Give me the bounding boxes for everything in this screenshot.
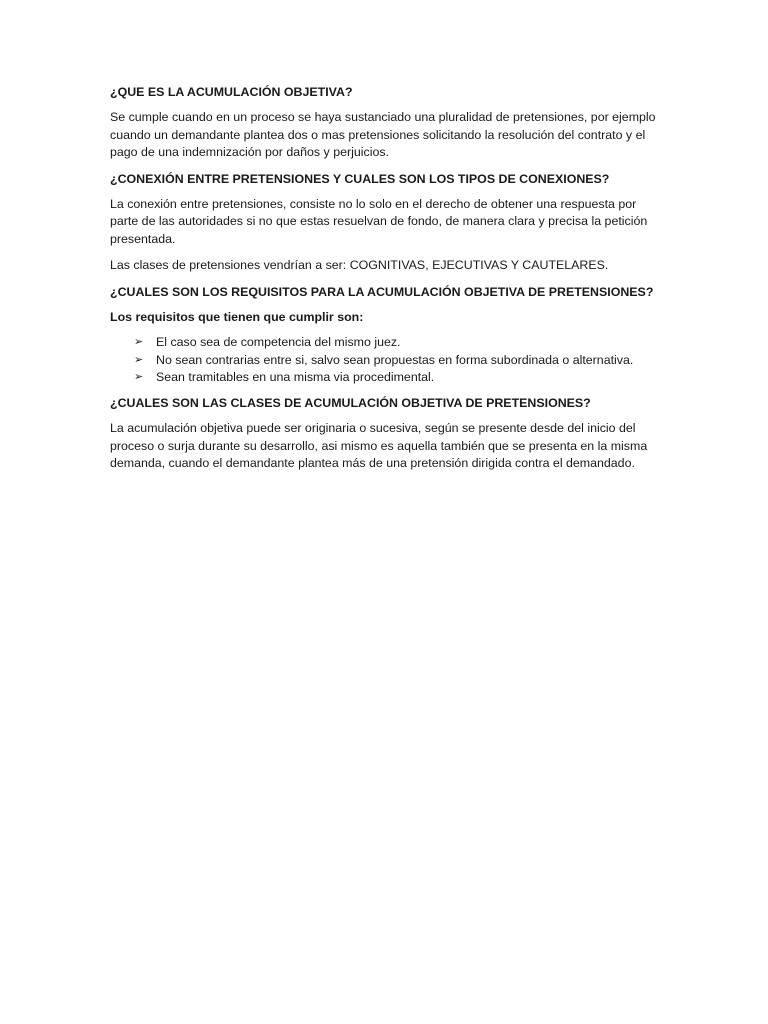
- list-item: [134, 352, 662, 369]
- section-paragraph: Las clases de pretensiones vendrían a ser: COGNITIVAS, EJECUTIVAS Y CAUTELARES.: [110, 258, 609, 273]
- list-item: [134, 334, 662, 351]
- section-heading: ¿CUALES SON LOS REQUISITOS PARA LA ACUMULACIÓN OBJETIVA DE PRETENSIONES?: [110, 284, 654, 299]
- arrowhead-bullet-icon: ➢: [134, 353, 144, 366]
- section-heading: ¿CUALES SON LAS CLASES DE ACUMULACIÓN OBJETIVA DE PRETENSIONES?: [110, 395, 591, 410]
- requirements-list: [110, 334, 662, 386]
- list-item: [134, 369, 662, 386]
- section-paragraph: La conexión entre pretensiones, consiste no lo solo en el derecho de obtener una respuesta por parte de las autoridades si no que estas resuelvan de fondo, de manera clara y precisa la petición presentada.: [110, 197, 648, 246]
- requirements-intro: Los requisitos que tienen que cumplir son:: [110, 310, 364, 325]
- arrowhead-bullet-icon: ➢: [134, 336, 144, 349]
- section-heading: ¿CONEXIÓN ENTRE PRETENSIONES Y CUALES SON LOS TIPOS DE CONEXIONES?: [110, 171, 610, 186]
- list-item-text: El caso sea de competencia del mismo juez.: [156, 335, 401, 350]
- section-heading: ¿QUE ES LA ACUMULACIÓN OBJETIVA?: [110, 85, 353, 99]
- arrowhead-bullet-icon: ➢: [134, 371, 144, 384]
- list-item-text: No sean contrarias entre si, salvo sean propuestas en forma subordinada o alternativa.: [156, 352, 634, 367]
- section-paragraph: Se cumple cuando en un proceso se haya sustanciado una pluralidad de pretensiones, por ejemplo cuando un demandante plantea dos o mas pretensiones solicitando la resolución del contrato y el pago de una indemnización por daños y perjuicios.: [110, 110, 656, 160]
- section-paragraph: La acumulación objetiva puede ser originaria o sucesiva, según se presente desde del inicio del proceso o surja durante su desarrollo, asi mismo es aquella también que se presenta en la misma demanda, cuando el demandante plantea más de una pretensión dirigida contra el demandado.: [110, 421, 648, 470]
- list-item-text: Sean tramitables en una misma via procedimental.: [156, 370, 435, 385]
- document-page: [110, 84, 662, 481]
